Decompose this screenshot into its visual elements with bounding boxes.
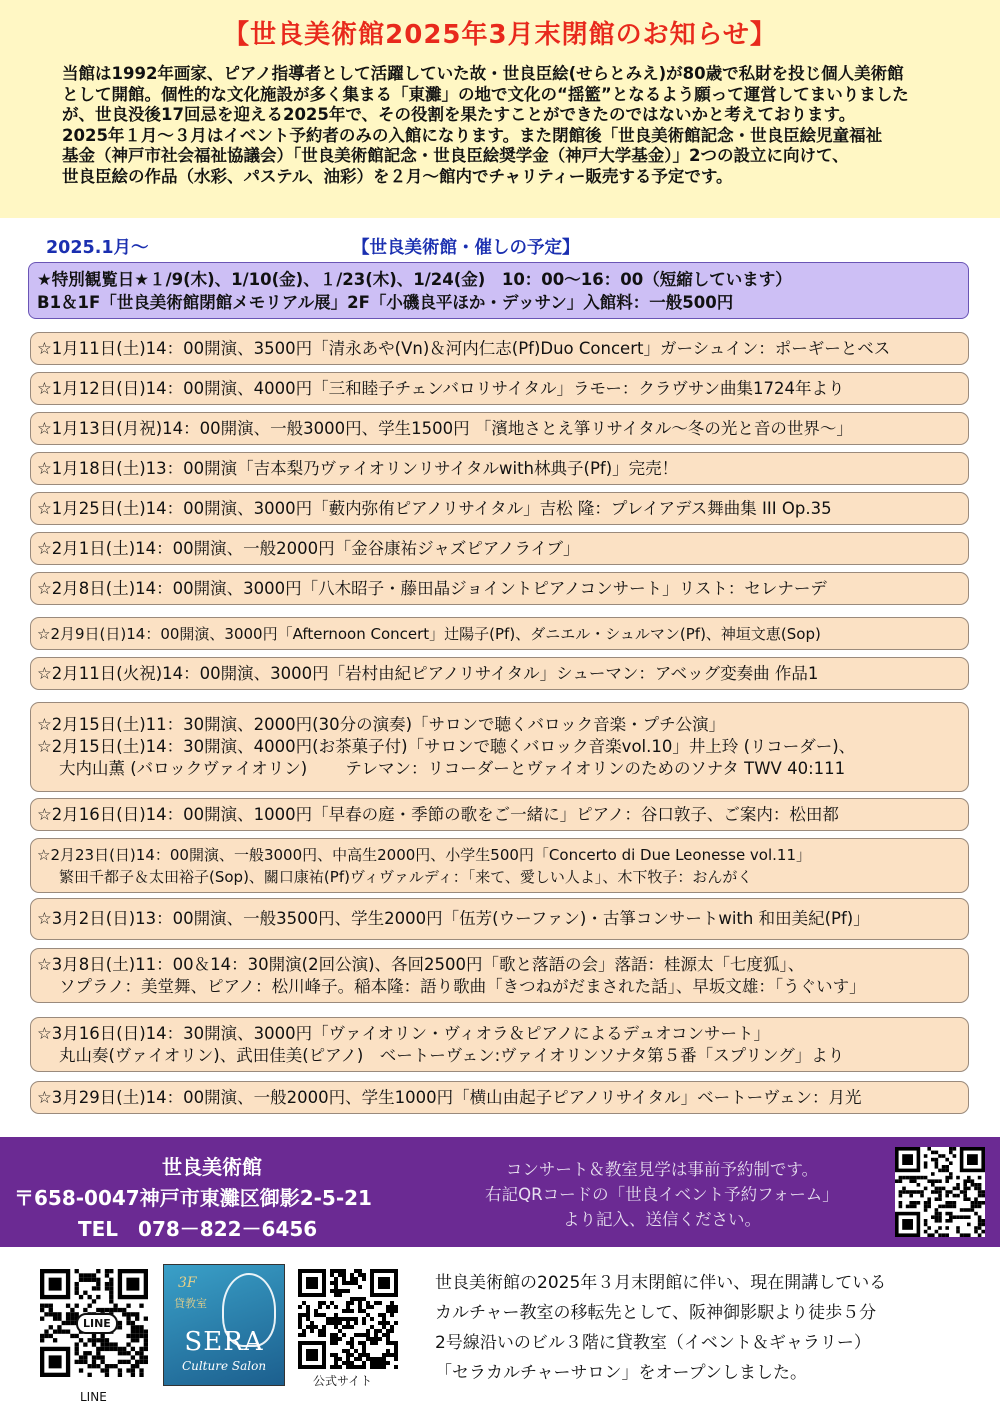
event-line: 丸山奏(ヴァイオリン)、武田佳美(ピアノ) ベートーヴェン:ヴァイオリンソナタ第５番「スプリング」より [59, 1045, 845, 1065]
museum-footer [0, 1137, 1000, 1247]
special-line: ★特別観覧日★１/9(木)、1/10(金)、１/23(木)、1/24(金) 10：00〜16：00（短縮しています） [37, 270, 792, 289]
line-caption: LINE [80, 1390, 107, 1404]
logo-floor: 3F [178, 1275, 197, 1291]
event-line: ☆1月18日(土)13：00開演「吉本梨乃ヴァイオリンリサイタルwith林典子(Pf)」完売！ [37, 458, 679, 478]
event-item [30, 798, 969, 831]
event-item [30, 492, 969, 525]
event-line: ☆2月23日(日)14：00開演、一般3000円、中高生2000円、小学生500円「Concerto di Due Leonesse vol.11」 [37, 845, 812, 864]
event-line: ☆2月1日(土)14：00開演、一般2000円「金谷康祐ジャズピアノライブ」 [37, 538, 580, 558]
notice-line: として開館。個性的な文化施設が多く集まる「東灘」の地で文化の“揺籃”となるよう願って運営してまいりました [62, 84, 909, 104]
notice-line: 基金（神戸市社会福祉協議会）「世良美術館記念・世良臣絵奨学金（神戸大学基金）」2つの設立に向けて、 [62, 146, 849, 165]
event-item [30, 1017, 969, 1072]
event-line: ☆3月8日(土)11：00＆14：30開演(2回公演)、各回2500円「歌と落語の会」落語：桂源太「七度狐」、 [37, 954, 805, 974]
event-line: ☆3月29日(土)14：00開演、一般2000円、学生1000円「横山由起子ピアノリサイタル」ベートーヴェン：月光 [37, 1087, 862, 1107]
salon-line: カルチャー教室の移転先として、阪神御影駅より徒歩５分 [435, 1303, 877, 1323]
event-line: ☆2月8日(土)14：00開演、3000円「八木昭子・藤田晶ジョイントピアノコンサート」リスト：セレナーデ [37, 578, 827, 598]
event-item [30, 948, 969, 1003]
reservation-line: コンサート＆教室見学は事前予約制です。 [505, 1160, 819, 1179]
museum-tel: TEL 078－822－6456 [78, 1217, 318, 1241]
official-site-qr-code[interactable] [298, 1269, 398, 1369]
line-qr-code[interactable] [40, 1269, 148, 1377]
schedule-period: 2025.1月〜 [46, 238, 149, 258]
event-item [30, 412, 969, 445]
reservation-line: より記入、送信ください。 [563, 1210, 761, 1229]
logo-subtitle: Culture Salon [181, 1359, 267, 1373]
event-line: ☆2月15日(土)14：30開演、4000円(お茶菓子付)「サロンで聴くバロック音楽vol.10」井上玲 (リコーダー)、 [37, 737, 856, 756]
event-line: ☆1月25日(土)14：00開演、3000円「藪内弥侑ピアノリサイタル」吉松 隆：プレイアデス舞曲集 III Op.35 [37, 498, 832, 518]
event-item [30, 898, 969, 940]
event-item [30, 838, 969, 893]
event-line: ソプラノ：美堂舞、ピアノ：松川峰子。稲本隆：語り歌曲「きつねがだまされた話」、早坂文雄：「うぐいす」 [59, 976, 866, 996]
event-line: ☆3月2日(日)13：00開演、一般3500円、学生2000円「伍芳(ウーファン)・古箏コンサートwith 和田美紀(Pf)」 [37, 909, 870, 928]
event-line: ☆1月12日(日)14：00開演、4000円「三和睦子チェンバロリサイタル」ラモー：クラヴサン曲集1724年より [37, 378, 845, 398]
sera-culture-salon-logo [163, 1264, 285, 1386]
event-line: ☆2月11日(火祝)14：00開演、3000円「岩村由紀ピアノリサイタル」シューマン：アベッグ変奏曲 作品1 [37, 663, 819, 683]
notice-line: 2025年１月〜３月はイベント予約者のみの入館になります。また閉館後「世良美術館記念・世良臣絵児童福祉 [62, 125, 883, 145]
event-item [30, 332, 969, 365]
special-line: B1＆1F「世良美術館閉館メモリアル展」2F「小磯良平ほか・デッサン」入館料：一般500円 [37, 293, 734, 312]
reservation-line: 右記QRコードの「世良イベント予約フォーム」 [485, 1185, 839, 1204]
event-item [30, 572, 969, 605]
salon-line: 世良美術館の2025年３月末閉館に伴い、現在開講している [435, 1273, 887, 1293]
event-line: ☆1月11日(土)14：00開演、3500円「清永あや(Vn)＆河内仁志(Pf)Duo Concert」ガーシュイン：ポーギーとベス [37, 338, 891, 358]
event-item [30, 702, 969, 792]
reservation-qr-code[interactable] [895, 1147, 985, 1237]
museum-name: 世良美術館 [162, 1155, 262, 1179]
notice-body [62, 64, 982, 187]
notice-line: が、世良没後17回忌を迎える2025年で、その役割を果たすことができたのではないかと考えております。 [62, 105, 856, 124]
salon-section [0, 1247, 1000, 1414]
event-line: 繁田千都子＆太田裕子(Sop)、關口康祐(Pf)ヴィヴァルディ：「来て、愛しい人よ」、木下牧子：おんがく [59, 867, 753, 886]
logo-room: 貸教室 [174, 1297, 207, 1310]
event-item [30, 532, 969, 565]
event-line: ☆1月13日(月祝)14：00開演、一般3000円、学生1500円 「濱地さとえ箏リサイタル〜冬の光と音の世界〜」 [37, 418, 853, 438]
logo-name: SERA [184, 1327, 264, 1357]
salon-line: 2号線沿いのビル３階に貸教室（イベント＆ギャラリー） [435, 1333, 871, 1353]
event-line: ☆2月9日(日)14：00開演、3000円「Afternoon Concert」辻陽子(Pf)、ダニエル・シュルマン(Pf)、神垣文恵(Sop) [37, 624, 821, 643]
official-site-caption: 公式サイト [313, 1374, 373, 1388]
event-line: 大内山薫 (バロックヴァイオリン) テレマン：リコーダーとヴァイオリンのためのソナタ TWV 40:111 [59, 759, 846, 778]
line-badge: LINE [76, 1313, 118, 1334]
event-item [30, 452, 969, 485]
museum-address: 〒658-0047神戸市東灘区御影2-5-21 [14, 1186, 372, 1210]
event-item [30, 617, 969, 650]
event-line: ☆2月15日(土)11：30開演、2000円(30分の演奏)「サロンで聴くバロック音楽・プチ公演」 [37, 715, 726, 734]
closing-notice [0, 0, 1000, 218]
schedule-heading: 【世良美術館・催しの予定】 [352, 238, 580, 258]
notice-title: 【世良美術館2025年3月末閉館のお知らせ】 [223, 20, 777, 50]
salon-line: 「セラカルチャーサロン」をオープンしました。 [435, 1363, 807, 1383]
special-viewing-box [28, 262, 969, 319]
salon-announcement [435, 1268, 995, 1388]
event-line: ☆2月16日(日)14：00開演、1000円「早春の庭・季節の歌をご一緒に」ピアノ：谷口敦子、ご案内：松田都 [37, 804, 839, 824]
notice-line: 当館は1992年画家、ピアノ指導者として活躍していた故・世良臣絵(せらとみえ)が80歳で私財を投じ個人美術館 [62, 64, 904, 83]
event-item [30, 1081, 969, 1114]
reservation-note [442, 1157, 882, 1232]
event-item [30, 372, 969, 405]
notice-line: 世良臣絵の作品（水彩、パステル、油彩）を２月〜館内でチャリティー販売する予定です。 [62, 166, 733, 186]
event-line: ☆3月16日(日)14：30開演、3000円「ヴァイオリン・ヴィオラ＆ピアノによるデュオコンサート」 [37, 1023, 771, 1043]
event-item [30, 657, 969, 690]
